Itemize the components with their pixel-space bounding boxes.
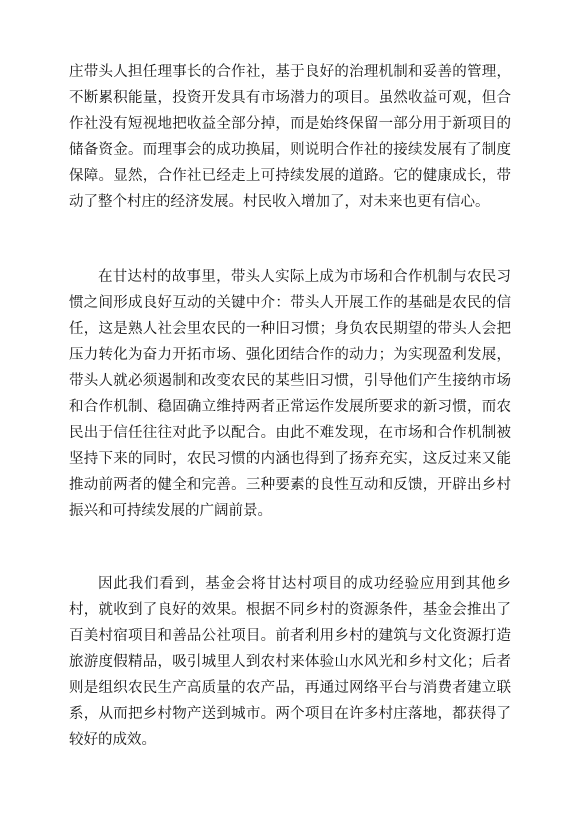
paragraph-2: 在甘达村的故事里，带头人实际上成为市场和合作机制与农民习惯之间形成良好互动的关键中介：带头人开展工作的基础是农民的信任，这是熟人社会里农民的一种旧习惯；身负农民期望的带头人会把压力转化为奋力开拓市场、强化团结合作的动力；为实现盈利发展，带头人就必须遏制和改变农民的某些旧习惯，引导他们产生接纳市场和合作机制、稳固确立维持两者正常运作发展所要求的新习惯，而农民出于信任往往对此予以配合。由此不难发现，在市场和合作机制被坚持下来的同时，农民习惯的内涵也得到了扬弃充实，这反过来又能推动前两者的健全和完善。三种要素的良性互动和反馈，开辟出乡村振兴和可持续发展的广阔前景。 (69, 269, 511, 519)
paragraph-1: 庄带头人担任理事长的合作社，基于良好的治理机制和妥善的管理，不断累积能量，投资开发具有市场潜力的项目。虽然收益可观，但合作社没有短视地把收益全部分掉，而是始终保留一部分用于新项目的储备资金。而理事会的成功换届，则说明合作社的接续发展有了制度保障。显然，合作社已经走上可持续发展的道路。它的健康成长，带动了整个村庄的经济发展。村民收入增加了，对未来也更有信心。 (69, 64, 511, 210)
paragraph-3: 因此我们看到，基金会将甘达村项目的成功经验应用到其他乡村，就收到了良好的效果。根据不同乡村的资源条件，基金会推出了百美村宿项目和善品公社项目。前者利用乡村的建筑与文化资源打造旅游度假精品，吸引城里人到农村来体验山水风光和乡村文化；后者则是组织农民生产高质量的农产品，再通过网络平台与消费者建立联系，从而把乡村物产送到城市。两个项目在许多村庄落地，都获得了较好的成效。 (69, 576, 511, 748)
